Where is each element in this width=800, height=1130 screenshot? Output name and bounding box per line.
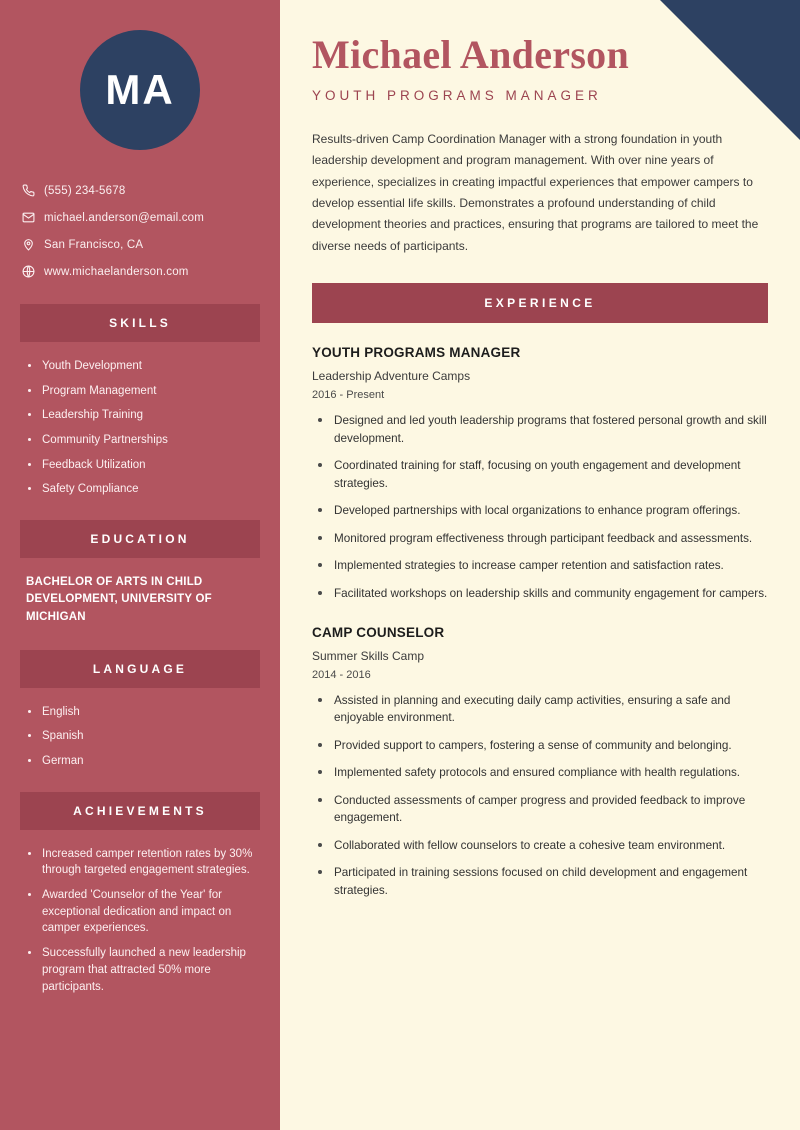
contact-location-value: San Francisco, CA — [44, 238, 144, 251]
contact-website[interactable] — [22, 265, 260, 278]
experience-entry-1 — [312, 345, 768, 602]
sidebar-section-language-heading: LANGUAGE — [20, 650, 260, 688]
job-organization: Summer Skills Camp — [312, 648, 425, 663]
list-item: Successfully launched a new leadership program that attracted 50% more participants. — [26, 945, 256, 995]
list-item: Implemented strategies to increase camper retention and satisfaction rates. — [316, 557, 768, 575]
list-item: Designed and led youth leadership programs that fostered personal growth and skill development. — [316, 412, 768, 447]
job-responsibilities — [312, 692, 768, 900]
list-item: Awarded 'Counselor of the Year' for exceptional dedication and impact on camper experiences. — [26, 887, 256, 937]
list-item: German — [26, 753, 256, 770]
skills-list — [20, 358, 260, 498]
sidebar-section-achievements-heading: ACHIEVEMENTS — [20, 792, 260, 830]
job-title: YOUTH PROGRAMS MANAGER — [312, 345, 521, 361]
list-item: Facilitated workshops on leadership skills and community engagement for campers. — [316, 585, 768, 603]
list-item: Assisted in planning and executing daily camp activities, ensuring a safe and enjoyable environment. — [316, 692, 768, 727]
list-item: Leadership Training — [26, 407, 256, 424]
contact-phone[interactable] — [22, 184, 260, 197]
job-title: CAMP COUNSELOR — [312, 624, 445, 640]
avatar-wrapper — [20, 30, 260, 150]
contact-list — [20, 184, 260, 278]
sidebar-section-education-heading: EDUCATION — [20, 520, 260, 558]
job-responsibilities — [312, 412, 768, 602]
contact-location[interactable] — [22, 238, 260, 251]
list-item: Participated in training sessions focused on child development and engagement strategies. — [316, 864, 768, 899]
list-item: Monitored program effectiveness through participant feedback and assessments. — [316, 530, 768, 548]
globe-icon — [22, 265, 44, 278]
list-item: Developed partnerships with local organizations to enhance program offerings. — [316, 502, 768, 520]
job-role-subtitle: YOUTH PROGRAMS MANAGER — [312, 88, 602, 103]
job-dates: 2016 - Present — [312, 389, 385, 402]
avatar: MA — [80, 30, 200, 150]
list-item: Increased camper retention rates by 30% through targeted engagement strategies. — [26, 846, 256, 879]
list-item: English — [26, 704, 256, 721]
contact-email-value: michael.anderson@email.com — [44, 211, 205, 224]
list-item: Feedback Utilization — [26, 457, 256, 474]
list-item: Coordinated training for staff, focusing on youth engagement and development strategies. — [316, 457, 768, 492]
location-pin-icon — [22, 238, 44, 251]
list-item: Spanish — [26, 728, 256, 745]
list-item: Community Partnerships — [26, 432, 256, 449]
list-item: Collaborated with fellow counselors to create a cohesive team environment. — [316, 837, 768, 855]
page-title: Michael Anderson — [312, 32, 630, 77]
sidebar-section-skills-heading: SKILLS — [20, 304, 260, 342]
contact-website-value: www.michaelanderson.com — [44, 265, 189, 278]
language-list — [20, 704, 260, 770]
education-entry: BACHELOR OF ARTS IN CHILD DEVELOPMENT, UNIVERSITY OF MICHIGAN — [26, 576, 212, 623]
experience-entry-2 — [312, 625, 768, 900]
main-content — [280, 0, 800, 1130]
list-item: Conducted assessments of camper progress and provided feedback to improve engagement. — [316, 792, 768, 827]
contact-phone-value: (555) 234-5678 — [44, 184, 126, 197]
achievements-list — [20, 846, 260, 995]
envelope-icon — [22, 211, 44, 224]
contact-email[interactable] — [22, 211, 260, 224]
profile-summary: Results-driven Camp Coordination Manager with a strong foundation in youth leadership development and program management. With over nine years of experience, specializes in creating impactful experiences that empower campers to develop essential life skills. Demonstrates a profound understanding of child development theories and practices, ensuring that programs are tailored to meet the diverse needs of participants. — [312, 132, 759, 253]
job-organization: Leadership Adventure Camps — [312, 369, 471, 384]
phone-icon — [22, 184, 44, 197]
list-item: Safety Compliance — [26, 481, 256, 498]
list-item: Youth Development — [26, 358, 256, 375]
job-dates: 2014 - 2016 — [312, 668, 371, 681]
sidebar — [0, 0, 280, 1130]
list-item: Program Management — [26, 383, 256, 400]
list-item: Provided support to campers, fostering a sense of community and belonging. — [316, 737, 768, 755]
experience-section-heading: EXPERIENCE — [312, 283, 768, 323]
list-item: Implemented safety protocols and ensured compliance with health regulations. — [316, 764, 768, 782]
